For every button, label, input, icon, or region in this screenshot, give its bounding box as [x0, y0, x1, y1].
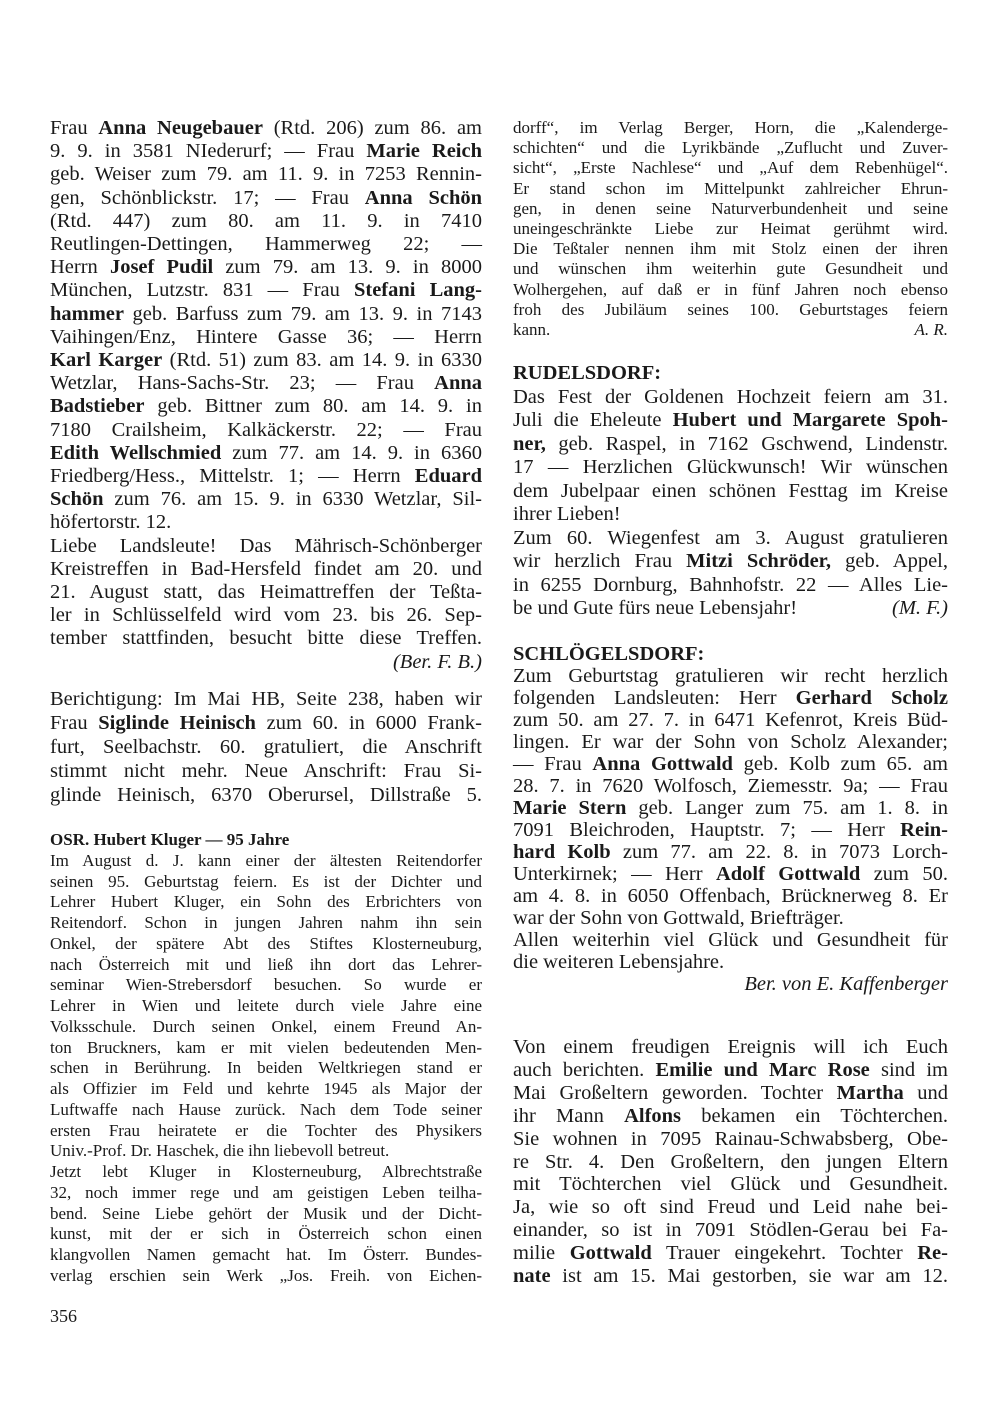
bold-name: Schön [50, 488, 104, 511]
text-run: Friedberg/Hess., Mittelstr. 1; — Herrn [50, 465, 415, 488]
text-run: in 6255 Dornburg, Bahnhofstr. 22 — Alles Lie- [513, 573, 948, 596]
text-line [513, 841, 948, 863]
text-run: seminar Wien-Strebersdorf besuchen. So wurde er [50, 975, 482, 995]
text-run: Volksschule. Durch seinen Onkel, einem Freund An- [50, 1016, 482, 1036]
text-run: Die Teßtaler nennen ihm mit Stolz einen der ihren [513, 239, 948, 259]
text-run: Reutlingen-Dettingen, Hammerweg 22; — [50, 233, 482, 256]
text-run: gen, Schönblickstr. 17; — Frau [50, 186, 365, 209]
bold-name: ner, [513, 432, 546, 455]
text-run: dem Jubelpaar einen schönen Festtag im Kreise [513, 479, 948, 502]
text-line [513, 597, 948, 621]
text-run: ton Bruckners, kam er mit vielen bedeutenden Men- [50, 1037, 482, 1057]
signature: A. R. [914, 320, 948, 340]
text-line [50, 1038, 482, 1059]
bold-name: Marie Reich [366, 140, 482, 163]
bold-name: Josef Pudil [109, 256, 214, 279]
text-run: bekamen ein Töchterchen. [681, 1104, 948, 1127]
text-line [50, 233, 482, 256]
text-run: Trauer eingekehrt. Tochter [651, 1242, 918, 1265]
text-line [513, 885, 948, 907]
text-run: geb. Raspel, in 7162 Gschwend, Lindenstr. [545, 432, 948, 455]
birthday-list-section [50, 117, 482, 674]
text-line [513, 863, 948, 885]
text-run: zum 76. am 15. 9. in 6330 Wetzlar, Sil- [103, 488, 482, 511]
bold-name: Stefani Lang- [353, 279, 482, 302]
signature: (Ber. F. B.) [392, 650, 482, 673]
text-run: schichten“ und die Lyrikbände „Zuflucht und Zuver- [513, 138, 948, 158]
text-run: die weiteren Lebensjahre. [513, 951, 725, 973]
text-line [513, 819, 948, 841]
text-line [513, 1128, 948, 1151]
text-run: kunst, mit der er sich in Österreich schon einen [50, 1224, 482, 1244]
text-run: höfertorstr. 12. [50, 511, 172, 534]
text-run: 7180 Crailsheim, Kalkäckerstr. 22; — Frau [50, 418, 482, 441]
text-line [513, 775, 948, 797]
text-line [50, 511, 482, 534]
text-line [513, 409, 948, 433]
text-run: sind im [869, 1058, 948, 1081]
text-line [513, 709, 948, 731]
text-run: Mai Großeltern geworden. Tochter [513, 1081, 837, 1104]
text-line [513, 118, 948, 138]
text-run: be und Gute fürs neue Lebensjahr! [513, 597, 798, 619]
text-run: seinen 95. Geburtstag feiern. Es ist der Dichter und [50, 871, 482, 891]
text-run: glinde Heinisch, 6370 Oberursel, Dillstraße 5. [50, 784, 482, 806]
bold-name: Gerhard Scholz [795, 687, 948, 709]
text-line [513, 527, 948, 551]
bold-name: Hubert und Margarete Spoh- [672, 409, 948, 431]
bold-name: OSR. Hubert Kluger — 95 Jahre [50, 830, 290, 849]
text-run: Wolhergehen, auf daß er in fünf Jahren noch ebenso [513, 279, 948, 299]
text-run: war der Sohn von Gottwald, Briefträger. [513, 907, 844, 929]
text-run: ihrer Lieben! [513, 503, 621, 525]
text-line [50, 465, 482, 488]
text-run: 21. August statt, das Heimattreffen der Teßta- [50, 581, 482, 604]
text-line [513, 1173, 948, 1196]
text-run: zum 77. am 22. 8. in 7073 Lorch- [610, 841, 948, 863]
text-run: zum 77. am 14. 9. in 6360 [221, 441, 482, 464]
text-line [50, 687, 482, 711]
text-run: ihr Mann [513, 1104, 625, 1127]
signature: Ber. von E. Kaffenberger [744, 973, 948, 995]
text-line [50, 140, 482, 163]
text-line [50, 830, 482, 851]
text-line [513, 1036, 948, 1059]
text-line [50, 783, 482, 807]
text-run: Allen weiterhin viel Glück und Gesundheit für [513, 929, 948, 951]
text-run: Luftwaffe nach Hause zurück. Nach dem Tode seiner [50, 1099, 482, 1119]
text-run: verlag erschien sein Werk „Jos. Freih. von Eichen- [50, 1265, 482, 1285]
text-run: geb. Appel, [831, 550, 948, 572]
text-line [513, 1196, 948, 1219]
text-run: Kreistreffen in Bad-Hersfeld findet am 20. und [50, 557, 482, 580]
text-line [50, 581, 482, 604]
text-run: geb. Weiser zum 79. am 11. 9. in 7253 Rennin- [50, 163, 482, 186]
text-line [513, 158, 948, 178]
text-line [50, 1245, 482, 1266]
text-line [513, 199, 948, 219]
text-line [50, 892, 482, 913]
text-run: stimmt nicht mehr. Neue Anschrift: Frau Si- [50, 760, 482, 782]
text-line [50, 996, 482, 1017]
text-run: Im August d. J. kann einer der ältesten Reitendorfer [50, 850, 482, 870]
text-line [50, 955, 482, 976]
text-line [50, 279, 482, 302]
text-run: als Offizier im Feld und kehrte 1945 als Major der [50, 1079, 482, 1098]
bold-name: Gottwald [569, 1242, 652, 1265]
bold-name: Re- [917, 1242, 948, 1265]
text-run: Liebe Landsleute! Das Mährisch-Schönberger [50, 534, 482, 557]
text-line [513, 753, 948, 775]
text-line [513, 1151, 948, 1174]
text-line [513, 503, 948, 527]
text-run: 32, noch immer rege und am geistigen Leben teilha- [50, 1182, 482, 1202]
text-run: uneingeschränkte Liebe zur Heimat gerühmt wird. [513, 219, 948, 239]
text-run: auch berichten. [513, 1058, 656, 1081]
text-line [50, 535, 482, 558]
text-run: Das Fest der Goldenen Hochzeit feiern am 31. [513, 385, 948, 408]
text-line [50, 303, 482, 326]
text-run: und [903, 1081, 948, 1104]
bold-name: Karl Karger [50, 349, 163, 372]
bold-name: Edith Wellschmied [50, 441, 222, 464]
text-run: re Str. 4. Den Großeltern, den jungen Eltern [513, 1150, 948, 1173]
text-line [50, 1162, 482, 1183]
text-line [50, 627, 482, 650]
text-run: Frau [50, 117, 99, 139]
text-line [513, 386, 948, 410]
text-line [50, 419, 482, 442]
text-line [513, 456, 948, 480]
text-run: Zum Geburtstag gratulieren wir recht herzlich [513, 665, 948, 687]
text-run: Berichtigung: Im Mai HB, Seite 238, haben wir [50, 688, 482, 710]
signature: (M. F.) [892, 597, 948, 619]
bold-name: Anna Gottwald [592, 753, 733, 775]
bold-name: hard Kolb [513, 841, 611, 863]
text-run: Er stand schon im Mittelpunkt zahlreicher Ehrun- [513, 178, 948, 198]
text-run: Lehrer Hubert Kluger, ein Sohn des Erbrichters von [50, 892, 482, 912]
text-run: 28. 7. in 7620 Wolfosch, Ziemesstr. 9a; — Frau [513, 775, 948, 797]
text-line [50, 326, 482, 349]
text-run: mit Töchterchen viel Glück und Gesundheit. [513, 1173, 948, 1196]
text-line [513, 929, 948, 951]
text-line [513, 643, 948, 665]
text-line [513, 433, 948, 457]
text-line [50, 1058, 482, 1079]
text-line [513, 687, 948, 709]
text-run: folgenden Landsleuten: Herr [513, 687, 796, 709]
text-line [513, 362, 948, 386]
bold-name: Alfons [624, 1104, 682, 1127]
text-line [50, 442, 482, 465]
text-line [50, 1266, 482, 1287]
text-run: nach Österreich mit und ließ ihn dort das Lehrer- [50, 954, 482, 974]
text-line [513, 1242, 948, 1265]
text-run: lingen. Er war der Sohn von Scholz Alexander; [513, 731, 948, 753]
bold-name: hammer [50, 302, 125, 325]
text-run: Herrn [50, 256, 110, 279]
text-run: am 4. 8. in 6050 Offenbach, Brücknerweg 8. Er [513, 885, 948, 907]
text-run: tember stattfinden, besucht bitte diese Treffen. [50, 627, 482, 650]
text-run: Univ.-Prof. Dr. Haschek, die ihn liebevoll betreut. [50, 1141, 390, 1161]
text-run: (Rtd. 206) zum 86. am [262, 117, 482, 139]
bold-name: Eduard [414, 465, 482, 488]
text-line [50, 651, 482, 674]
text-line [513, 480, 948, 504]
text-line [513, 1265, 948, 1288]
text-line [513, 1105, 948, 1128]
text-line [513, 550, 948, 574]
text-run: Reitendorf. Schon in jungen Jahren nahm ihn sein [50, 913, 482, 932]
page-number: 356 [50, 1306, 77, 1326]
text-line [50, 934, 482, 955]
text-line [50, 117, 482, 140]
text-line [513, 1219, 948, 1242]
text-line [50, 558, 482, 581]
text-line [50, 1079, 482, 1100]
text-line [513, 1059, 948, 1082]
text-run: (Rtd. 447) zum 80. am 11. 9. in 7410 [50, 209, 482, 232]
bold-name: Anna Schön [364, 186, 482, 209]
text-line [513, 179, 948, 199]
text-run: gen, in denen seine Naturverbundenheit und seine [513, 198, 948, 218]
text-line [50, 759, 482, 783]
text-run: geb. Langer zum 75. am 1. 8. in [626, 797, 948, 819]
text-run: und wünschen ihm weiterhin gute Gesundheit und [513, 259, 948, 279]
bold-name: Anna Neugebauer [98, 117, 263, 139]
kluger-continued-section [513, 118, 948, 340]
text-line [513, 1082, 948, 1105]
bold-name: Siglinde Heinisch [98, 712, 256, 734]
bold-name: Mitzi Schröder, [686, 550, 832, 572]
text-run: bend. Seine Liebe gehört der Musik und der Dicht- [50, 1203, 482, 1223]
text-line [50, 163, 482, 186]
text-line [513, 907, 948, 929]
text-run: Sie wohnen in 7095 Rainau-Schwabsberg, Obe- [513, 1127, 948, 1150]
text-run: zum 60. in 6000 Frank- [255, 712, 482, 734]
text-line [50, 1017, 482, 1038]
correction-section [50, 687, 482, 807]
bold-name: Marie Stern [513, 797, 627, 819]
bold-name: RUDELSDORF: [513, 362, 662, 384]
text-run: geb. Barfuss zum 79. am 13. 9. in 7143 [124, 302, 482, 325]
text-line [50, 711, 482, 735]
text-run: Jetzt lebt Kluger in Klosterneuburg, Albrechtstraße [50, 1162, 482, 1181]
text-run: geb. Bittner zum 80. am 14. 9. in [144, 395, 482, 418]
text-line [50, 349, 482, 372]
text-run: zum 50. [860, 863, 948, 885]
rudelsdorf-section [513, 362, 948, 621]
text-run: Ja, wie so oft sind Freud und Leid nahe bei- [513, 1196, 948, 1219]
text-run: 17 — Herzlichen Glückwunsch! Wir wünschen [513, 456, 948, 478]
text-line [50, 872, 482, 893]
rose-family-section [513, 1036, 948, 1288]
text-line [50, 372, 482, 395]
schloegelsdorf-section [513, 643, 948, 995]
text-run: Unterkirnek; — Herr [513, 863, 716, 885]
bold-name: Adolf Gottwald [715, 863, 861, 885]
text-line [513, 300, 948, 320]
text-line [513, 951, 948, 973]
text-run: ler in Schlüsselfeld wird vom 23. bis 26. Sep- [50, 604, 482, 627]
text-line [513, 320, 948, 340]
text-line [50, 1183, 482, 1204]
text-line [50, 1121, 482, 1142]
text-line [50, 1141, 482, 1162]
bold-name: Badstieber [50, 395, 145, 418]
text-run: Wetzlar, Hans-Sachs-Str. 23; — Frau [50, 372, 435, 395]
text-run: froh des Jubiläum seines 100. Geburtstages feiern [513, 299, 948, 319]
text-line [50, 256, 482, 279]
text-run: einander, so ist in 7091 Stödlen-Gerau bei Fa- [513, 1219, 948, 1242]
text-line [513, 138, 948, 158]
text-run: — Frau [513, 753, 593, 775]
text-run: 9. 9. in 3581 NIederurf; — Frau [50, 140, 367, 163]
text-line [513, 219, 948, 239]
text-run: Frau [50, 712, 99, 734]
text-run: Von einem freudigen Ereignis will ich Euch [513, 1036, 948, 1058]
text-run: Lehrer in Wien und leitete durch viele Jahre eine [50, 996, 482, 1015]
text-run: kann. [513, 320, 551, 340]
text-line [50, 604, 482, 627]
text-run: geb. Kolb zum 65. am [732, 753, 948, 775]
text-run: klangvollen Namen gemacht hat. Im Österr. Bundes- [50, 1245, 482, 1264]
text-line [513, 973, 948, 995]
text-line [513, 665, 948, 687]
bold-name: Emilie und Marc Rose [655, 1058, 870, 1081]
text-line [50, 851, 482, 872]
text-line [50, 210, 482, 233]
text-run: Zum 60. Wiegenfest am 3. August gratulieren [513, 526, 948, 549]
text-line [50, 913, 482, 934]
text-line [50, 187, 482, 210]
text-run: sicht“, „Erste Nachlese“ und „Auf dem Rebenhügel“. [513, 158, 948, 178]
kluger-article-section [50, 830, 482, 1287]
text-line [513, 797, 948, 819]
text-run: zum 50. am 27. 7. in 6471 Kefenrot, Kreis Büd- [513, 709, 948, 731]
text-line [50, 1224, 482, 1245]
text-run: furt, Seelbachstr. 60. gratuliert, die Anschrift [50, 736, 482, 758]
text-line [513, 239, 948, 259]
text-line [50, 395, 482, 418]
text-run: zum 79. am 13. 9. in 8000 [213, 256, 482, 279]
text-line [50, 1204, 482, 1225]
text-run: Vaihingen/Enz, Hintere Gasse 36; — Herrn [50, 325, 482, 348]
text-line [50, 1100, 482, 1121]
text-line [513, 731, 948, 753]
text-line [50, 488, 482, 511]
text-run: ist am 15. Mai gestorben, sie war am 12. [550, 1265, 948, 1288]
text-run: (Rtd. 51) zum 83. am 14. 9. in 6330 [162, 349, 483, 372]
text-run: München, Lutzstr. 831 — Frau [50, 279, 354, 302]
text-line [50, 735, 482, 759]
text-run: wir herzlich Frau [513, 550, 687, 572]
text-run: 7091 Bleichroden, Hauptstr. 7; — Herr [513, 819, 901, 841]
bold-name: SCHLÖGELSDORF: [513, 643, 705, 665]
text-line [50, 975, 482, 996]
bold-name: Martha [836, 1081, 904, 1104]
text-run: ersten Frau heiratete er die Tochter des Physikers [50, 1120, 482, 1140]
text-line [513, 574, 948, 598]
text-run: Juli die Eheleute [513, 409, 673, 431]
bold-name: nate [513, 1265, 551, 1288]
text-run: dorff“, im Verlag Berger, Horn, die „Kalenderge- [513, 118, 948, 137]
bold-name: Anna [434, 372, 482, 395]
text-line [513, 259, 948, 279]
text-run: schen in Berührung. In beiden Weltkriegen stand er [50, 1058, 482, 1078]
text-run: Onkel, der spätere Abt des Stiftes Klosterneuburg, [50, 933, 482, 953]
bold-name: Rein- [900, 819, 948, 841]
text-line [513, 280, 948, 300]
text-run: milie [513, 1242, 570, 1265]
